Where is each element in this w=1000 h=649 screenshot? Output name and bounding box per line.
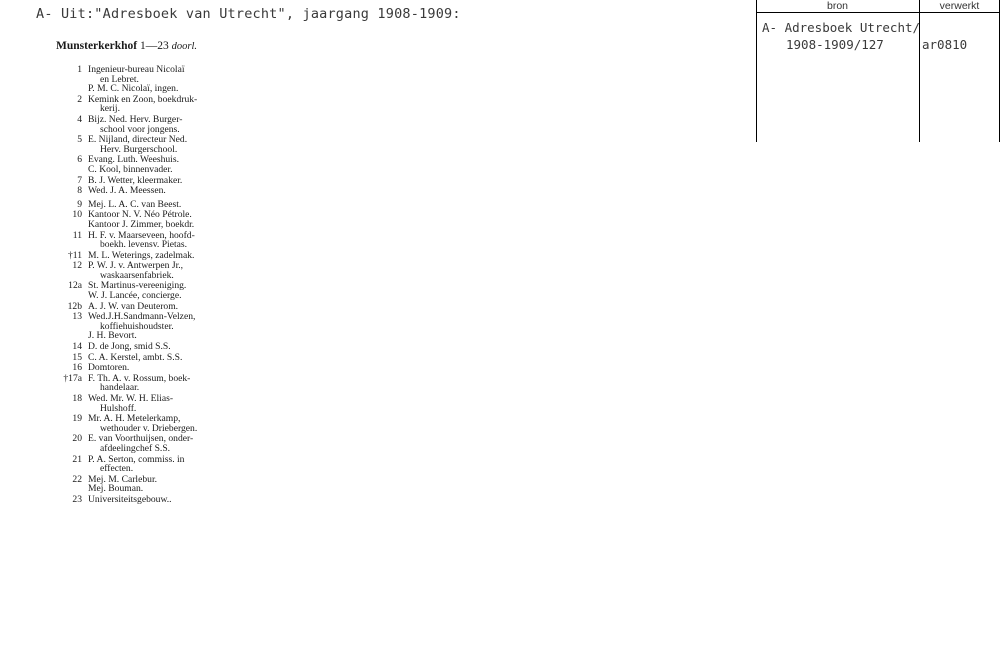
entry-text bbox=[88, 261, 256, 280]
house-number: 16 bbox=[72, 362, 82, 374]
entry-text bbox=[88, 210, 256, 229]
entry-line: E. van Voorthuijsen, onder- bbox=[88, 433, 194, 445]
entry-line: Kantoor J. Zimmer, boekdr. bbox=[88, 218, 195, 230]
list-item bbox=[56, 251, 256, 261]
entry-text bbox=[88, 95, 256, 114]
entry-line: Mej. M. Carlebur. bbox=[88, 473, 158, 485]
entry-text bbox=[88, 65, 256, 94]
list-item bbox=[56, 176, 256, 186]
entry-text bbox=[88, 374, 256, 393]
house-number: †11 bbox=[67, 249, 82, 261]
entry-line: Kemink en Zoon, boekdruk- bbox=[88, 93, 198, 105]
entry-line: school voor jongens. bbox=[100, 123, 180, 135]
entry-line: Mr. A. H. Metelerkamp, bbox=[88, 413, 181, 425]
entry-line: waskaarsenfabriek. bbox=[100, 269, 174, 281]
column-header-bron: bron bbox=[826, 0, 848, 12]
entry-line: Wed.J.H.Sandmann-Velzen, bbox=[88, 311, 196, 323]
house-number: 14 bbox=[72, 341, 82, 353]
house-number: 4 bbox=[77, 113, 82, 125]
entry-line: F. Th. A. v. Rossum, boek- bbox=[88, 372, 191, 384]
house-number: 10 bbox=[72, 209, 82, 221]
entry-text bbox=[88, 353, 256, 363]
entry-line: A. J. W. van Deuterom. bbox=[88, 300, 179, 312]
document-header: A- Uit:"Adresboek van Utrecht", jaargang 1908-1909: bbox=[36, 6, 461, 22]
house-number: 18 bbox=[72, 393, 82, 404]
house-number: 20 bbox=[72, 433, 82, 445]
list-item bbox=[56, 475, 256, 494]
list-item bbox=[56, 363, 256, 373]
entry-line: Herv. Burgerschool. bbox=[100, 143, 178, 155]
entry-line: M. L. Weterings, zadelmak. bbox=[88, 249, 195, 261]
entry-line: wethouder v. Driebergen. bbox=[100, 422, 198, 434]
entry-text bbox=[88, 363, 256, 373]
list-item bbox=[56, 65, 256, 94]
house-number-range: 1—23 bbox=[140, 40, 169, 52]
entry-text bbox=[88, 312, 256, 341]
list-item bbox=[56, 261, 256, 280]
house-number: 23 bbox=[72, 493, 82, 505]
entry-text bbox=[88, 155, 256, 174]
entry-line: en Lebret. bbox=[100, 73, 139, 85]
entry-text bbox=[88, 495, 256, 505]
house-number: 8 bbox=[77, 185, 82, 197]
entry-line: B. J. Wetter, kleermaker. bbox=[88, 174, 183, 186]
list-item bbox=[56, 414, 256, 433]
entry-line: boekh. levensv. Pietas. bbox=[100, 239, 188, 251]
entry-line: P. W. J. v. Antwerpen Jr., bbox=[88, 260, 184, 272]
entry-line: Mej. Bouman. bbox=[88, 483, 144, 495]
entry-line: Bijz. Ned. Herv. Burger- bbox=[88, 113, 183, 125]
entry-text bbox=[88, 302, 256, 312]
list-item bbox=[56, 394, 256, 413]
list-item bbox=[56, 455, 256, 474]
list-item bbox=[56, 495, 256, 505]
entry-line: C. Kool, binnenvader. bbox=[88, 163, 173, 175]
house-number: †17a bbox=[63, 372, 82, 384]
list-item bbox=[56, 434, 256, 453]
entry-line: Kantoor N. V. Néo Pétrole. bbox=[88, 209, 192, 221]
entry-line: Wed. J. A. Meessen. bbox=[88, 185, 166, 197]
house-number: 2 bbox=[77, 93, 82, 105]
list-item bbox=[56, 200, 256, 210]
table-header-rule bbox=[756, 12, 1000, 13]
column-header-verwerkt: verwerkt bbox=[939, 0, 980, 12]
entry-line: Domtoren. bbox=[88, 362, 130, 374]
entry-line: Mej. L. A. C. van Beest. bbox=[88, 198, 182, 210]
house-number: 15 bbox=[72, 351, 82, 363]
house-number: 6 bbox=[77, 154, 82, 166]
entry-text bbox=[88, 115, 256, 134]
house-number: 5 bbox=[77, 134, 82, 146]
entry-line: kerij. bbox=[100, 103, 120, 115]
list-item bbox=[56, 210, 256, 229]
house-number: 13 bbox=[72, 311, 82, 323]
entry-line: E. Nijland, directeur Ned. bbox=[88, 134, 188, 146]
list-item bbox=[56, 135, 256, 154]
entry-list bbox=[56, 65, 256, 505]
entry-text bbox=[88, 251, 256, 261]
entry-line: Evang. Luth. Weeshuis. bbox=[88, 154, 179, 166]
list-item bbox=[56, 353, 256, 363]
list-item bbox=[56, 231, 256, 250]
list-item bbox=[56, 115, 256, 134]
house-number: 1 bbox=[77, 64, 82, 75]
entry-line: H. F. v. Maarseveen, hoofd- bbox=[88, 229, 195, 241]
entry-text bbox=[88, 394, 256, 413]
entry-text bbox=[88, 231, 256, 250]
house-number: 9 bbox=[77, 198, 82, 210]
entry-text bbox=[88, 176, 256, 186]
entry-text bbox=[88, 414, 256, 433]
house-number: 12b bbox=[67, 300, 82, 312]
verwerkt-value: ar0810 bbox=[922, 37, 968, 52]
house-number: 22 bbox=[72, 473, 82, 485]
entry-line: W. J. Lancée, concierge. bbox=[88, 290, 182, 302]
entry-line: afdeelingchef S.S. bbox=[100, 442, 171, 454]
list-item bbox=[56, 186, 256, 196]
entry-line: effecten. bbox=[100, 463, 134, 475]
entry-text bbox=[88, 475, 256, 494]
house-number: 12 bbox=[72, 260, 82, 272]
house-number: 12a bbox=[68, 280, 82, 292]
entry-text bbox=[88, 135, 256, 154]
entry-line: St. Martinus-vereeniging. bbox=[88, 280, 187, 292]
entry-text bbox=[88, 200, 256, 210]
list-item bbox=[56, 312, 256, 341]
house-number: 7 bbox=[77, 174, 82, 186]
entry-line: Ingenieur-bureau Nicolaï bbox=[88, 64, 185, 75]
list-item bbox=[56, 155, 256, 174]
entry-text bbox=[88, 455, 256, 474]
house-number: 19 bbox=[72, 413, 82, 425]
entry-text bbox=[88, 342, 256, 352]
entry-line: J. H. Bevort. bbox=[88, 330, 137, 342]
street-heading bbox=[56, 40, 256, 52]
entry-line: Hulshoff. bbox=[100, 402, 137, 414]
entry-text bbox=[88, 186, 256, 196]
house-number: 11 bbox=[72, 229, 82, 241]
entry-line: Universiteitsgebouw.. bbox=[88, 493, 172, 505]
entry-text bbox=[88, 281, 256, 300]
entry-line: P. A. Serton, commiss. in bbox=[88, 453, 185, 465]
table-border-left bbox=[756, 0, 757, 142]
entry-line: Wed. Mr. W. H. Elias- bbox=[88, 393, 174, 404]
source-table bbox=[756, 0, 1000, 142]
entry-line: D. de Jong, smid S.S. bbox=[88, 341, 171, 353]
list-item bbox=[56, 342, 256, 352]
bron-line-2: 1908-1909/127 bbox=[786, 37, 884, 52]
entry-line: koffiehuishoudster. bbox=[100, 320, 174, 332]
entry-line: P. M. C. Nicolaï, ingen. bbox=[88, 83, 179, 95]
street-name: Munsterkerkhof bbox=[56, 40, 138, 52]
list-item bbox=[56, 281, 256, 300]
list-item bbox=[56, 302, 256, 312]
entry-line: handelaar. bbox=[100, 382, 140, 394]
address-book-excerpt bbox=[56, 40, 256, 505]
list-item bbox=[56, 95, 256, 114]
house-number: 21 bbox=[72, 453, 82, 465]
entry-text bbox=[88, 434, 256, 453]
bron-line-1: A- Adresboek Utrecht/ bbox=[762, 20, 921, 35]
list-item bbox=[56, 374, 256, 393]
continued-label: doorl. bbox=[171, 41, 198, 52]
entry-line: C. A. Kerstel, ambt. S.S. bbox=[88, 351, 183, 363]
